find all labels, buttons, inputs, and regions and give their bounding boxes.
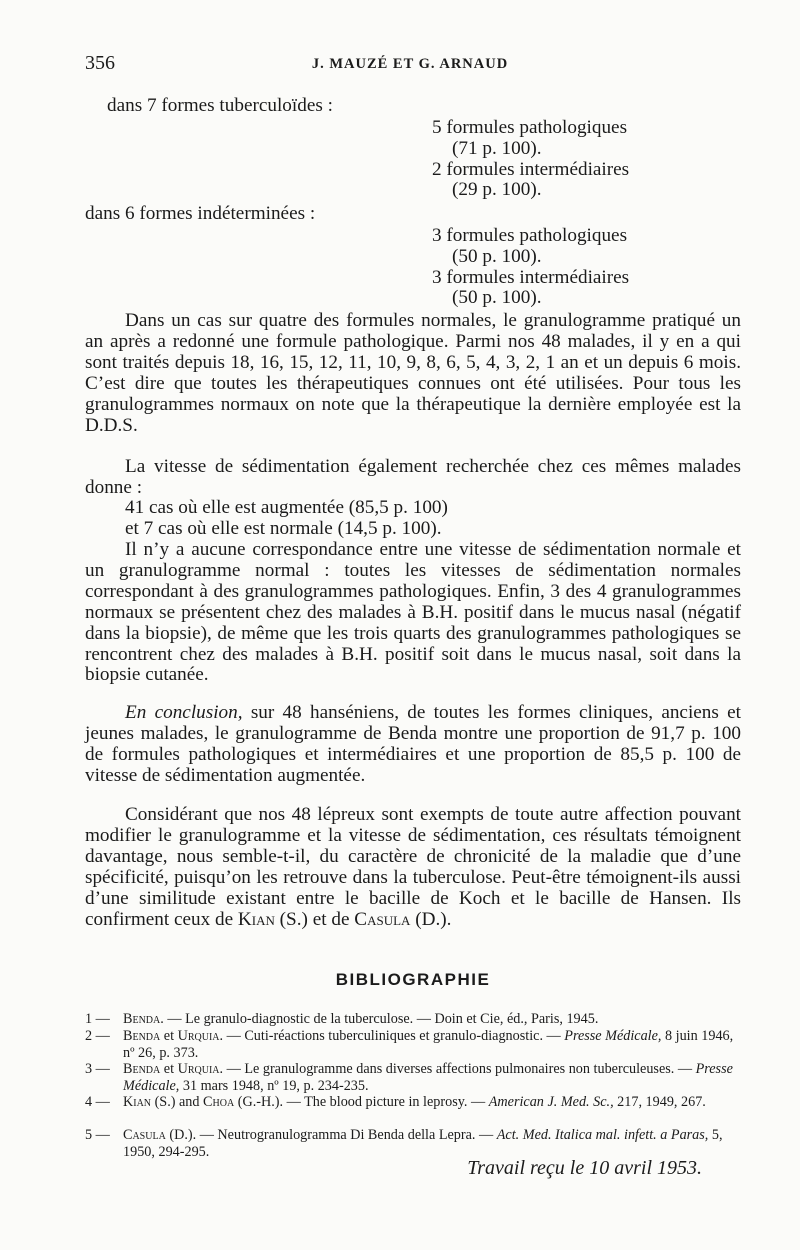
paragraph-sedimentation: La vitesse de sédimentation également recherchée chez ces mêmes malades donne : xyxy=(85,456,741,498)
tuberculoid-item: (29 p. 100). xyxy=(452,179,542,200)
running-head: J. MAUZÉ ET G. ARNAUD xyxy=(311,56,509,72)
conclusion-lead: En conclusion, xyxy=(125,702,243,723)
entry-number: 3 — xyxy=(85,1061,110,1077)
bibliography-entry xyxy=(85,1127,745,1160)
entry-text: — Le granulogramme dans diverses affections pulmonaires non tuberculeuses. — xyxy=(223,1061,696,1077)
entry-journal: Presse Médicale, xyxy=(564,1028,662,1044)
entry-number: 1 — xyxy=(85,1011,110,1027)
entry-text: 5, 1950, 294-295. xyxy=(123,1127,723,1160)
entry-number: 4 — xyxy=(85,1094,110,1110)
tuberculoid-item: 2 formules intermédiaires xyxy=(432,159,630,180)
bibliography-entry xyxy=(85,1011,745,1028)
paragraph-conclusion xyxy=(85,703,741,787)
page-header xyxy=(85,52,735,78)
considerant-mid: (S.) et de xyxy=(274,908,355,930)
entry-author: Urquia. xyxy=(177,1028,224,1044)
entry-text: 217, 1949, 267. xyxy=(613,1094,706,1110)
entry-number: 5 — xyxy=(85,1127,110,1143)
entry-text: — Cuti-réactions tuberculiniques et granulo-diagnostic. — xyxy=(223,1028,565,1044)
entry-author: Urquia. xyxy=(177,1061,224,1077)
sedimentation-increased: 41 cas où elle est augmentée (85,5 p. 100) xyxy=(125,497,448,518)
received-date: Travail reçu le 10 avril 1953. xyxy=(467,1157,702,1179)
bibliography-entry xyxy=(85,1061,745,1094)
considerant-end: (D.). xyxy=(410,908,452,930)
entry-text: (D.). — Neutrogranulogramma Di Benda della Lepra. — xyxy=(165,1127,497,1143)
entry-text: (S.) and xyxy=(151,1094,204,1110)
considerant-text: Considérant que nos 48 lépreux sont exempts de toute autre affection pouvant modifier le granulogramme et la vitesse de sédimentation, ces résultats témoignent davantage, nous semble-t-il, du caractère de chronicité de la maladie que d’une spécificité, puisqu’on les retrouve dans la tuberculose. Peut-être témoignent-ils aussi d’une similitude existant entre le bacille de Koch et le bacille de Hansen. Ils confirment ceux de xyxy=(85,804,741,930)
indeterminate-label: dans 6 formes indéterminées : xyxy=(85,203,316,224)
indeterminate-item: 3 formules intermédiaires xyxy=(432,267,630,288)
tuberculoid-item: 5 formules pathologiques xyxy=(432,117,628,138)
bibliography-title: BIBLIOGRAPHIE xyxy=(335,970,491,989)
entry-journal: Presse Médicale, xyxy=(123,1061,733,1094)
sedimentation-normal: et 7 cas où elle est normale (14,5 p. 100). xyxy=(125,518,442,539)
tuberculoid-item: (71 p. 100). xyxy=(452,138,542,159)
entry-author: Kian xyxy=(123,1094,152,1110)
entry-author: Casula xyxy=(123,1127,166,1143)
paragraph-formules: Dans un cas sur quatre des formules normales, le granulogramme pratiqué un an après a redonné une formule pathologique. Parmi nos 48 malades, il y en a qui sont traités depuis 18, 16, 15, 12, 11, 10, 9, 8, 6, 5, 4, 3, 2, 1 an et un depuis 6 mois. C’est dire que toutes les thérapeutiques connues ont été utilisées. Pour tous les granulogrammes normaux on note que la thérapeutique la dernière employée est la D.D.S. xyxy=(85,310,741,436)
entry-journal: Act. Med. Italica mal. infett. a Paras, xyxy=(496,1127,709,1143)
entry-author: Benda xyxy=(123,1028,161,1044)
entry-author: Choa xyxy=(203,1094,235,1110)
entry-text: 31 mars 1948, nº 19, p. 234-235. xyxy=(179,1077,369,1094)
entry-text: — Le granulo-diagnostic de la tuberculose. — Doin et Cie, éd., Paris, 1945. xyxy=(163,1011,599,1027)
entry-text: et xyxy=(160,1028,178,1044)
entry-text: (G.-H.). — The blood picture in leprosy. — xyxy=(234,1094,489,1110)
tuberculoid-label: dans 7 formes tuberculoïdes : xyxy=(107,95,333,116)
entry-author: Benda. xyxy=(123,1011,164,1027)
entry-number: 2 — xyxy=(85,1028,110,1044)
bibliography-entry xyxy=(85,1028,745,1061)
author-casula: Casula xyxy=(354,908,411,930)
indeterminate-item: (50 p. 100). xyxy=(452,246,542,267)
author-kian: Kian xyxy=(237,908,275,930)
indeterminate-item: 3 formules pathologiques xyxy=(432,225,628,246)
conclusion-text: sur 48 hanséniens, de toutes les formes cliniques, anciens et jeunes malades, le granulogramme de Benda montre une proportion de 91,7 p. 100 de formules pathologiques et intermédiaires et une proportion de 85,5 p. 100 de vitesse de sédimentation augmentée. xyxy=(85,702,741,786)
page-number: 356 xyxy=(85,52,115,74)
entry-journal: American J. Med. Sc., xyxy=(488,1094,614,1110)
paragraph-considerant xyxy=(85,805,741,930)
bibliography-entry xyxy=(85,1094,745,1111)
entry-text: 8 juin 1946, nº 26, p. 373. xyxy=(123,1028,734,1061)
indeterminate-item: (50 p. 100). xyxy=(452,287,542,308)
paragraph-correspondance: Il n’y a aucune correspondance entre une vitesse de sédimentation normale et un granulogramme normal : toutes les vitesses de sédimentation normales correspondant à des granulogrammes pathologiques. Enfin, 3 des 4 granulogrammes normaux se présentent chez des malades à B.H. positif dans le mucus nasal (négatif dans la biopsie), de même que les trois quarts des granulogrammes pathologiques se rencontrent chez des malades à B.H. positif soit dans le mucus nasal, soit dans la biopsie cutanée. xyxy=(85,539,741,686)
entry-text: et xyxy=(160,1061,178,1077)
entry-author: Benda xyxy=(123,1061,161,1077)
